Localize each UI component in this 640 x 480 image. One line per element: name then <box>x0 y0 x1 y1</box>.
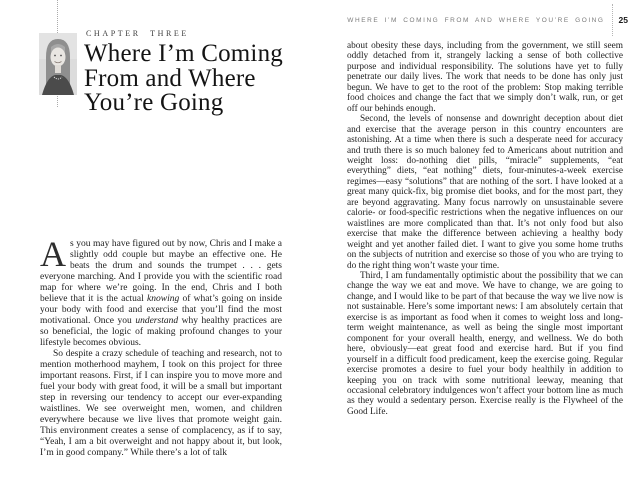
running-header <box>347 4 628 36</box>
opening-paragraph-text: why healthy practices are so beneficial, the logic of making profound changes to your lifestyle becomes obvious. <box>40 316 282 348</box>
chapter-label: CHAPTER THREE <box>86 29 189 38</box>
running-header-title: WHERE I’M COMING FROM AND WHERE YOU’RE GOING <box>347 16 605 24</box>
second-paragraph: So despite a crazy schedule of teaching and research, not to mention motherhood mayhem, I took on this project for three important reasons. First, if I can inspire you to move more and fuel your body with great food, it will be a small but important step in reversing our tendency to accept our ever-expanding waistlines. We see overweight men, women, and children everywhere because we live lives that promote weight gain. This environment creates a sense of complacency, as if to say, “Yeah, I am a bit overweight and not happy about it, but look, I’m in good company.” While there’s a lot of talk <box>40 349 282 458</box>
right-page-body-text <box>347 41 623 417</box>
continued-paragraph: about obesity these days, including from the government, we still seem oddly detached from it, strangely lacking a sense of both collective purpose and individual responsibility. The solutions have yet to fully penetrate our daily lives. The work that needs to be done has only just begun. We have to get to the root of the problem: Stop making terrible food choices and change the fact that we simply don’t walk, run, or get off our behinds enough. <box>347 41 623 114</box>
left-page-body-text <box>40 234 282 459</box>
third-point-paragraph: Third, I am fundamentally optimistic about the possibility that we can change the way we eat and move. We have to change, we are going to change, and I would like to be part of that because the way we live now is not sustainable. Here’s some important news: I am absolutely certain that exercise is as important as food when it comes to weight loss and long-term weight maintenance, as well as being the single most important component for your overall health, energy, and wellness. We do both here, obviously—eat great food and exercise hard. But if you find yourself in a difficult food predicament, keep the exercise going. Regular exercise promotes a desire to fuel your body healthily in addition to keeping you on track with some nutritional leeway, meaning that occasional celebratory indulgences won’t affect your bottom line as much as they would a sedentary person. Exercise really is the Flywheel of the Good Life. <box>347 270 623 417</box>
opening-paragraph <box>40 234 282 349</box>
drop-cap: A <box>40 234 66 274</box>
chapter-title-line-1: Where I’m Coming <box>84 40 283 67</box>
author-photo <box>39 33 77 95</box>
page-number: 25 <box>618 15 628 25</box>
italic-word-knowing: knowing <box>147 294 180 304</box>
opening-paragraph-text: s you may have figured out by now, Chris and I make a slightly odd couple but maybe an effective one. He beats the drum and sounds the trumpet . . . gets everyone marching. And I provide you with the scientific road map for where we’re going. In the end, Chris and I both believe that it is the actual <box>40 239 282 304</box>
chapter-title <box>84 42 283 116</box>
italic-word-understand: understand <box>135 316 179 326</box>
chapter-title-line-3: You’re Going <box>84 89 224 116</box>
second-point-paragraph: Second, the levels of nonsense and downright deception about diet and exercise that the average person in this country encounters are astonishing. At a time when there is such a desperate need for accuracy and truth there is so much baloney fed to Americans about nutrition and weight loss: do-nothing diet pills, “miracle” supplements, “eat everything” diets, “eat nothing” diets, four-minutes-a-week exercise regimes—easy “solutions” that are nothing of the sort. I have looked at a great many quick-fix, big promise diet books, and for the most part, they are beyond aggravating. Many focus narrowly on unsustainable severe calorie- or food-specific restrictions when the negative influences on our waistlines are more complicated than that. It’s not only food but also exercise that make the difference between achieving a healthy body weight and yet another failed diet. I want to give you some home truths on the subjects of nutrition and exercise so those of you who are trying to do the right thing won’t waste your time. <box>347 114 623 271</box>
header-dotted-rule <box>612 4 613 36</box>
opening-paragraph-text: of what’s going on inside your body with food and exercise that you’ll find the most motivational. Once you <box>40 294 282 326</box>
chapter-title-line-2: From and Where <box>84 64 256 92</box>
